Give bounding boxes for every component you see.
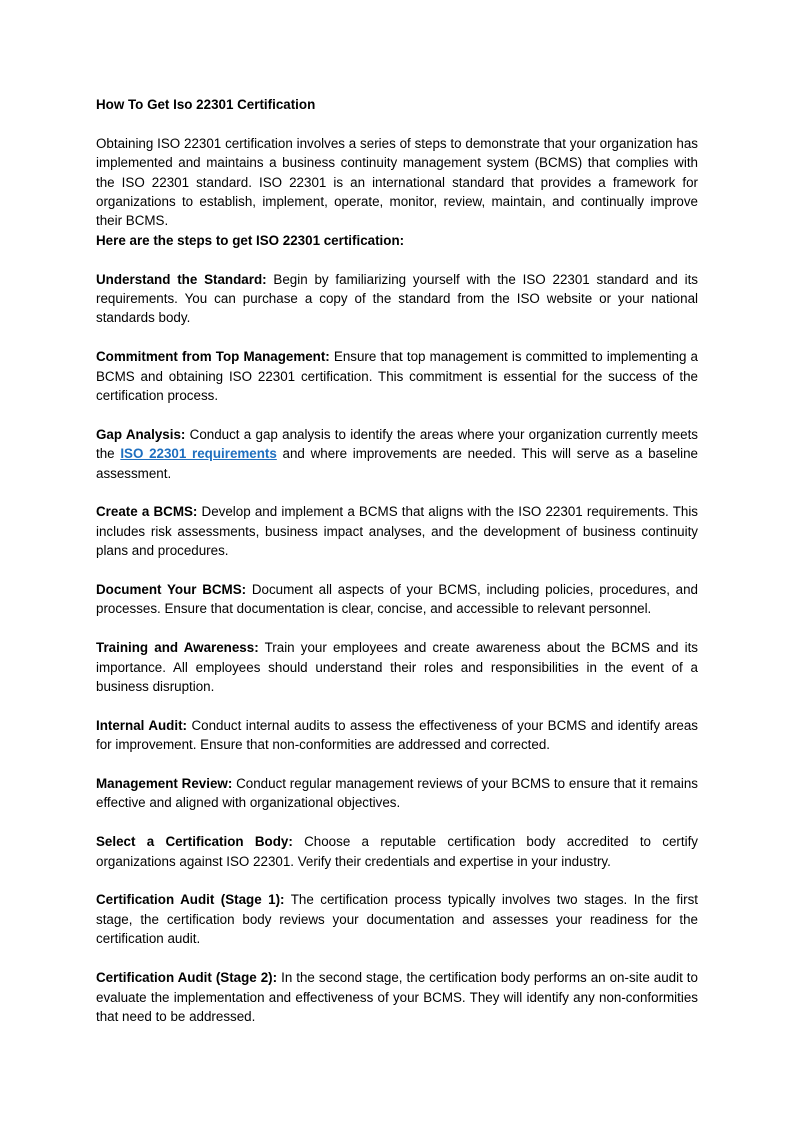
step-label: Gap Analysis:: [96, 426, 186, 442]
steps-heading: Here are the steps to get ISO 22301 certification:: [96, 232, 405, 248]
step-label: Create a BCMS:: [96, 504, 198, 520]
step-text: Choose a reputable certification body accredited to certify organizations against ISO 22301. Verify their credentials and expertise in your industry.: [96, 834, 698, 869]
step-text-before-link: Conduct a gap analysis to identify the areas where your organization currently meets the: [96, 426, 698, 462]
step-management-review: [96, 774, 698, 813]
step-label: Certification Audit (Stage 1):: [96, 892, 285, 908]
step-label: Internal Audit:: [96, 717, 187, 733]
step-label: Understand the Standard:: [96, 271, 267, 287]
step-text: In the second stage, the certification body performs an on-site audit to evaluate the implementation and effectiveness of your BCMS. They will identify any non-conformities that need to be addressed.: [96, 970, 698, 1024]
step-create-bcms: [96, 502, 698, 560]
step-label: Management Review:: [96, 776, 233, 792]
step-text: Develop and implement a BCMS that aligns with the ISO 22301 requirements. This includes risk assessments, business impact analyses, and the development of business continuity plans and procedures.: [96, 504, 698, 559]
iso-requirements-link[interactable]: ISO 22301 requirements: [120, 446, 277, 462]
step-select-certification-body: [96, 832, 698, 871]
step-internal-audit: [96, 716, 698, 755]
step-certification-audit-stage-1: [96, 890, 698, 948]
step-document-bcms: [96, 580, 698, 619]
step-understand-standard: [96, 270, 698, 328]
step-text-after-link: and where improvements are needed. This will serve as a baseline assessment.: [96, 446, 698, 481]
step-label: Certification Audit (Stage 2):: [96, 970, 278, 986]
step-certification-audit-stage-2: [96, 968, 698, 1026]
step-label: Document Your BCMS:: [96, 582, 247, 598]
step-top-management: [96, 347, 698, 405]
step-text: Ensure that top management is committed to implementing a BCMS and obtaining ISO 22301 certification. This commitment is essential for the success of the certification process.: [96, 349, 698, 404]
step-text: Document all aspects of your BCMS, including policies, procedures, and processes. Ensure that documentation is clear, concise, and accessible to relevant personnel.: [96, 582, 698, 617]
document-title: How To Get Iso 22301 Certification: [96, 97, 316, 112]
step-text: The certification process typically involves two stages. In the first stage, the certification body reviews your documentation and assesses your readiness for the certification audit.: [96, 892, 698, 947]
step-label: Commitment from Top Management:: [96, 349, 330, 365]
step-text: Conduct internal audits to assess the effectiveness of your BCMS and identify areas for improvement. Ensure that non-conformities are addressed and corrected.: [96, 717, 698, 753]
step-gap-analysis: [96, 425, 698, 483]
step-text: Begin by familiarizing yourself with the ISO 22301 standard and its requirements. You can purchase a copy of the standard from the ISO website or your national standards body.: [96, 271, 698, 326]
step-training-awareness: [96, 638, 698, 696]
step-text: Train your employees and create awareness about the BCMS and its importance. All employees should understand their roles and responsibilities in the event of a business disruption.: [96, 640, 698, 695]
step-text: Conduct regular management reviews of your BCMS to ensure that it remains effective and aligned with organizational objectives.: [96, 776, 698, 811]
intro-paragraph: Obtaining ISO 22301 certification involves a series of steps to demonstrate that your organization has implemented and maintains a business continuity management system (BCMS) that complies with the ISO 22301 standard. ISO 22301 is an international standard that provides a framework for organizations to establish, implement, operate, monitor, review, maintain, and continually improve their BCMS.: [96, 135, 698, 229]
step-label: Training and Awareness:: [96, 640, 259, 656]
document-page: [96, 95, 698, 1046]
step-label: Select a Certification Body:: [96, 834, 293, 850]
